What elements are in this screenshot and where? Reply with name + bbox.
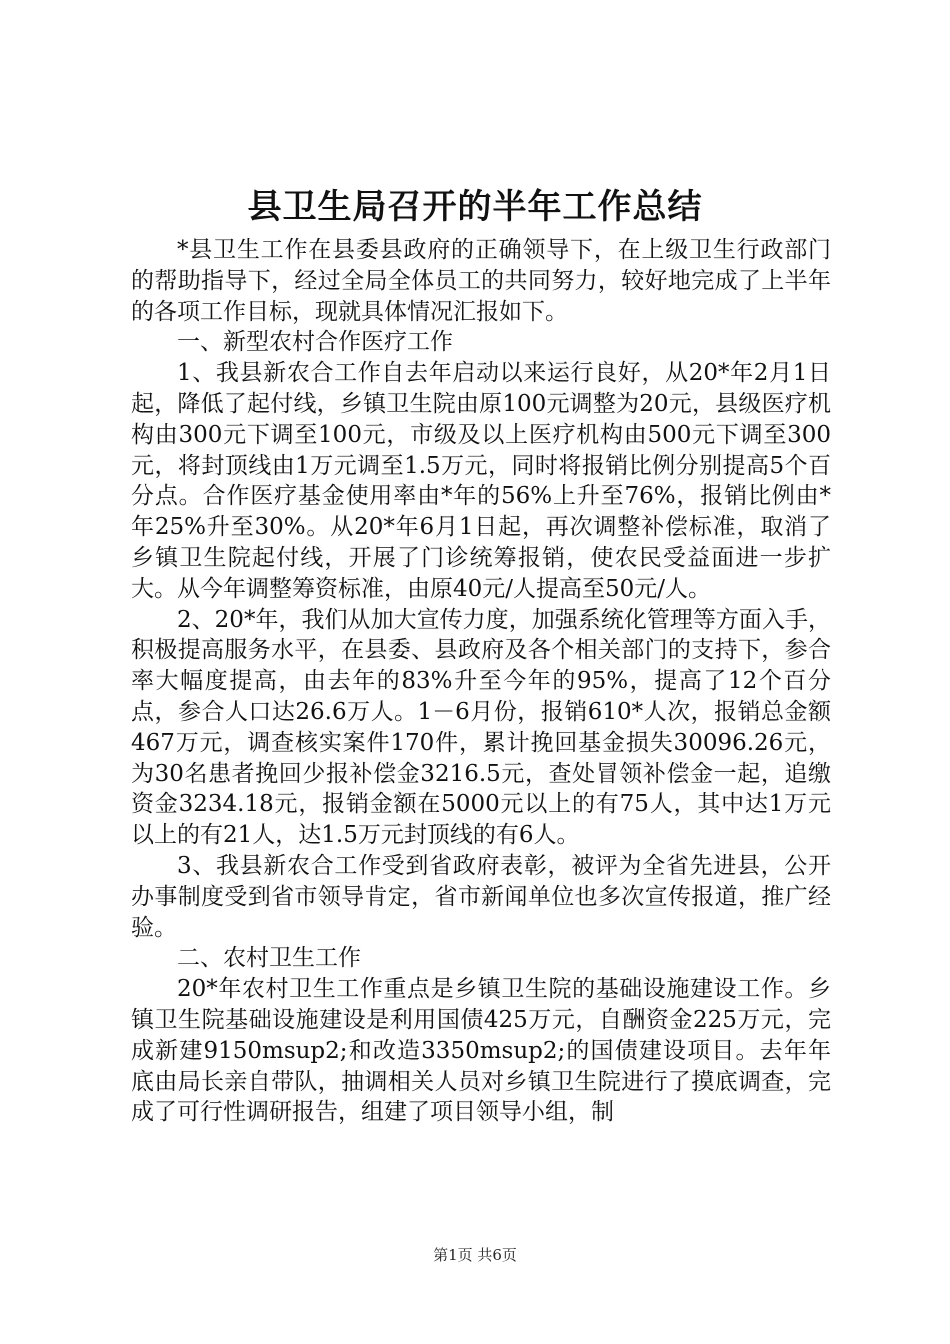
section-heading-1: 一、新型农村合作医疗工作 — [177, 329, 453, 356]
section-heading-2: 二、农村卫生工作 — [177, 945, 361, 972]
intro-paragraph: *县卫生工作在县委县政府的正确领导下，在上级卫生行政部门的帮助指导下，经过全局全体员工的共同努力，较好地完成了上半年的各项工作目标，现就具体情况汇报如下。 — [131, 237, 831, 325]
document-title: 县卫生局召开的半年工作总结 — [247, 187, 703, 227]
body-paragraph: 2、20*年，我们从加大宣传力度，加强系统化管理等方面入手，积极提高服务水平，在县委、县政府及各个相关部门的支持下，参合率大幅度提高，由去年的83%升至今年的95%，提高了12个百分点，参合人口达26.6万人。1－6月份，报销610*人次，报销总金额467万元，调查核实案件170件，累计挽回基金损失30096.26元，为30名患者挽回少报补偿金3216.5元，查处冒领补偿金一起，追缴资金3234.18元，报销金额在5000元以上的有75人，其中达1万元以上的有21人，达1.5万元封顶线的有6人。 — [131, 606, 831, 849]
body-paragraph: 3、我县新农合工作受到省政府表彰，被评为全省先进县，公开办事制度受到省市领导肯定，省市新闻单位也多次宣传报道，推广经验。 — [131, 852, 831, 941]
body-paragraph: 20*年农村卫生工作重点是乡镇卫生院的基础设施建设工作。乡镇卫生院基础设施建设是利用国债425万元，自酬资金225万元，完成新建9150msup2;和改造3350msup2;的国债建设项目。去年年底由局长亲自带队，抽调相关人员对乡镇卫生院进行了摸底调查，完成了可行性调研报告，组建了项目领导小组，制 — [131, 976, 831, 1126]
body-paragraph: 1、我县新农合工作自去年启动以来运行良好，从20*年2月1日起，降低了起付线，乡镇卫生院由原100元调整为20元，县级医疗机构由300元下调至100元，市级及以上医疗机构由500元下调至300元，将封顶线由1万元调至1.5万元，同时将报销比例分别提高5个百分点。合作医疗基金使用率由*年的56%上升至76%，报销比例由*年25%升至30%。从20*年6月1日起，再次调整补偿标准，取消了乡镇卫生院起付线，开展了门诊统筹报销，使农民受益面进一步扩大。从今年调整筹资标准，由原40元/人提高至50元/人。 — [131, 360, 831, 602]
page-number-footer: 第1页 共6页 — [433, 1246, 517, 1264]
document-body — [131, 235, 831, 1128]
